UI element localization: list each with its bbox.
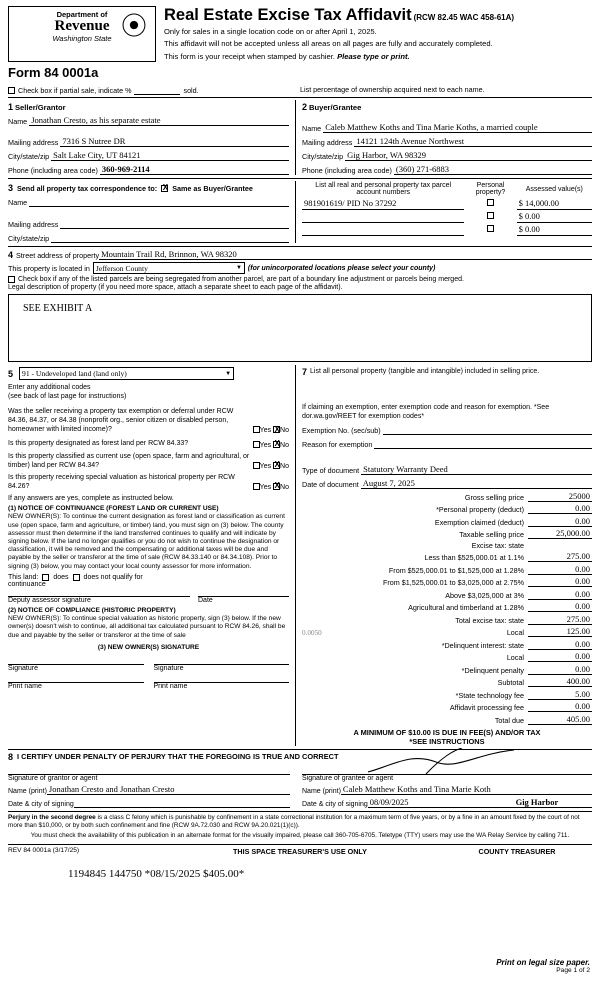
calc-value-3: 25,000.00 (528, 528, 592, 539)
buyer-citystate-value[interactable]: Gig Harbor, WA 98329 (345, 150, 592, 161)
q2-yes-checkbox[interactable] (253, 441, 260, 448)
same-as-buyer-checkbox[interactable] (161, 185, 168, 192)
calc-label-1: *Personal property (deduct) (436, 505, 524, 515)
q2-yes-label: Yes (259, 441, 272, 449)
title-citation: (RCW 82.45 WAC 458-61A) (413, 13, 515, 22)
exemption-reason-value[interactable] (374, 438, 592, 449)
parcel-number-3[interactable] (302, 223, 464, 236)
calc-value-11: 125.00 (528, 626, 592, 637)
notice-1-body: NEW OWNER(S): To continue the current designation as forest land or classification as current use (open space, farm and agriculture, or timber) land, you must sign on (3) below. The county assessor must then determine if the land transferred continues to qualify and will indicate by signing below. If the land no longer qualifies or you do not wish to continue the designation or classification, it will be removed and the compensating or additional taxes will be due and payable by the seller or transferor at the time of sale (RCW 84.33.140 or 84.34.108). Prior to signing (3) below, you may contact your local county assessor for more information. (8, 513, 285, 570)
calc-value-14: 0.00 (528, 664, 592, 675)
ownership-pct-note: List percentage of ownership acquired next to each name. (300, 85, 485, 94)
does-not-label: does not qualify for (83, 573, 143, 581)
section-3-number: 3 (8, 183, 14, 193)
chevron-down-icon: ▼ (235, 265, 242, 271)
parcel-value-1[interactable]: $ 14,000.00 (517, 197, 592, 210)
calc-label-16: *State technology fee (455, 690, 524, 700)
section-7-text: List all personal property (tangible and intangible) included in selling price. (310, 368, 540, 375)
county-select[interactable] (93, 262, 245, 274)
calc-value-18: 405.00 (528, 714, 592, 725)
calc-label-7: From $1,525,000.01 to $3,025,000 at 2.75% (382, 578, 524, 588)
q1-no-label: No (280, 427, 289, 435)
seller-name-value[interactable]: Jonathan Cresto, as his separate estate (29, 115, 289, 126)
calc-label-5: Less than $525,000.01 at 1.1% (424, 553, 524, 563)
sub-line-1: Only for sales in a single location code on or after April 1, 2025. (164, 27, 377, 36)
section-5-number: 5 (8, 368, 14, 379)
calc-value-15: 400.00 (528, 676, 592, 687)
calc-label-11: Local (506, 628, 524, 638)
agency-logo-block (8, 6, 156, 80)
calc-label-13: Local (506, 653, 524, 663)
q4-no-checkbox[interactable] (273, 483, 280, 490)
partial-sale-checkbox[interactable] (8, 87, 15, 94)
see-instructions-note: *SEE INSTRUCTIONS (409, 736, 485, 746)
q4-yes-checkbox[interactable] (253, 483, 260, 490)
section-2-number: 2 (302, 102, 308, 112)
section-3-label: Send all property tax correspondence to: (17, 183, 158, 193)
perjury-bold: Perjury in the second degree (8, 813, 96, 821)
section-1-number: 1 (8, 102, 14, 112)
grantor-date-city-value[interactable] (74, 797, 290, 808)
print-legal-note: Print on legal size paper. (496, 958, 590, 967)
legal-description-box[interactable] (8, 294, 592, 362)
calc-value-7: 0.00 (528, 576, 592, 587)
buyer-phone-label: Phone (including area code) (302, 166, 392, 175)
parcel-col-personal: Personal property? (475, 182, 506, 196)
doc-type-label: Type of document (302, 466, 360, 476)
parcel-table-header (302, 181, 592, 197)
calc-value-12: 0.00 (528, 639, 592, 650)
buyer-name-label: Name (302, 124, 322, 133)
parcel-table (302, 181, 592, 236)
q2-text: Is this property designated as forest land per RCW 84.33? (8, 440, 189, 448)
calc-value-10: 275.00 (528, 614, 592, 625)
section-7-number: 7 (302, 367, 308, 377)
calc-label-12: *Delinquent interest: state (441, 640, 524, 650)
grantor-date-city-label: Date & city of signing (8, 800, 74, 808)
new-owner-printname-1[interactable] (8, 682, 144, 690)
calc-label-9: Agricultural and timberland at 1.28% (408, 603, 524, 613)
does-not-qualify-checkbox[interactable] (73, 574, 80, 581)
corr-name-label: Name (8, 198, 28, 207)
segregated-checkbox[interactable] (8, 276, 15, 283)
county-select-value: Jefferson County (95, 263, 148, 273)
calc-label-10: Total excise tax: state (455, 615, 524, 625)
q3-no-checkbox[interactable] (273, 462, 280, 469)
calc-label-8: Above $3,025,000 at 3% (445, 590, 524, 600)
seller-mail-label: Mailing address (8, 138, 59, 147)
q1-yes-checkbox[interactable] (253, 426, 260, 433)
section-1-heading: Seller/Grantor (14, 103, 66, 112)
section-2-heading: Buyer/Grantee (308, 103, 362, 112)
perjury-text: is a class C felony which is punishable by confinement in a state correctional institution for a maximum term of five years, or by a fine in an amount fixed by the court of not more than $10,000, or by both such confinement and fine (RCW 9A.72.030 and RCW 9A.20.021(1)(c)). (8, 813, 580, 830)
sub-line-2: This affidavit will not be accepted unless all areas on all pages are fully and accurately completed. (164, 39, 493, 49)
seller-name-label: Name (8, 117, 28, 126)
q3-no-label: No (280, 462, 289, 470)
seller-citystate-value[interactable]: Salt Lake City, UT 84121 (51, 150, 289, 161)
parcel-personal-1[interactable] (464, 197, 516, 210)
q4-text: Is this property receiving special valuation as historical property per RCW 84.26? (8, 473, 235, 490)
calc-value-13: 0.00 (528, 651, 592, 662)
swirl-icon: ⦿ (120, 11, 147, 41)
print-name-2-label: Print name (153, 683, 188, 691)
grantee-printname-value[interactable]: Caleb Matthew Koths and Tina Marie Koth (341, 784, 592, 795)
personal-property-checkbox[interactable] (487, 212, 494, 219)
continuance-label: continuance (8, 580, 46, 588)
q3-text: Is this property classified as current use (open space, farm and agricultural, or timber) land per RCW 84.34? (8, 452, 250, 469)
parcel-number-1[interactable]: 981901619/ PID No 37292 (302, 197, 464, 210)
grantee-signature-mark (366, 748, 516, 776)
new-owner-printname-2[interactable] (154, 682, 290, 690)
sub-line-3-italic: Please type or print. (337, 51, 410, 61)
calc-label-15: Subtotal (497, 678, 524, 688)
minimum-due-note: A MINIMUM OF $10.00 IS DUE IN FEE(S) AND/OR TAX (353, 727, 541, 737)
tax-calculation-table (302, 491, 592, 725)
revenue-label: Revenue (54, 18, 110, 34)
form-number: Form 84 0001a (8, 65, 99, 80)
q4-no-label: No (280, 483, 289, 491)
q2-no-label: No (280, 441, 289, 449)
this-land-label: This land: (8, 573, 39, 581)
street-address-value[interactable]: Mountain Trail Rd, Brinnon, WA 98320 (99, 249, 592, 260)
chevron-down-icon: ▼ (225, 370, 232, 377)
grantor-printname-value[interactable]: Jonathan Cresto and Jonathan Cresto (47, 784, 290, 795)
calc-label-17: Affidavit processing fee (449, 703, 524, 713)
legal-description-label: Legal description of property (if you need more space, attach a separate sheet to each page of the affidavit). (8, 284, 343, 291)
deputy-assessor-signature[interactable] (8, 596, 190, 604)
calc-value-0[interactable]: 25000 (528, 491, 592, 502)
page-number: Page 1 of 2 (556, 967, 590, 974)
buyer-mail-value[interactable]: 14121 124th Avenue Northwest (354, 136, 592, 147)
state-label: Washington State (52, 34, 112, 43)
parcel-value-2[interactable]: $ 0.00 (517, 210, 592, 223)
corr-mail-label: Mailing address (8, 220, 59, 229)
treasurer-space-label: THIS SPACE TREASURER'S USE ONLY (233, 846, 367, 856)
buyer-mail-label: Mailing address (302, 138, 353, 147)
ada-notice: You must check the availability of this publication in an alternate format for the visually impaired, please call 360-705-6705. Teletype (TTY) users may use the WA Relay Service by calling 711. (30, 832, 570, 840)
new-owner-signature-1[interactable] (8, 664, 144, 672)
q1-no-checkbox[interactable] (273, 426, 280, 433)
buyer-citystate-label: City/state/zip (302, 152, 344, 161)
print-name-1-label: Print name (8, 683, 42, 691)
parcel-personal-3[interactable] (464, 223, 516, 236)
deputy-date-label: Date (198, 596, 213, 604)
parcel-number-2[interactable] (302, 210, 464, 223)
doc-type-value[interactable]: Statutory Warranty Deed (361, 464, 592, 475)
buyer-name-value[interactable]: Caleb Matthew Koths and Tina Marie Koths, a married couple (323, 122, 592, 133)
grantor-signature-label: Signature of grantor or agent (8, 774, 98, 782)
does-qualify-checkbox[interactable] (42, 574, 49, 581)
page-title: Real Estate Excise Tax Affidavit (164, 6, 412, 24)
calc-value-6: 0.00 (528, 564, 592, 575)
q2-no-checkbox[interactable] (273, 441, 280, 448)
parcel-value-3[interactable]: $ 0.00 (517, 223, 592, 236)
parcel-col-numbers: List all real and personal property tax parcel account numbers (315, 182, 452, 196)
grantor-printname-label: Name (print) (8, 787, 47, 795)
notice-2-body: NEW OWNER(S): To continue special valuation as historic property, sign (3) below. If the new owner(s) doesn't wish to continue, all additional tax calculated pursuant to RCW 84.26, shall be due and payable by the seller or transferor at the time of sale (8, 615, 286, 639)
rev-number: REV 84 0001a (3/17/25) (8, 846, 80, 854)
grantee-date-value[interactable]: 08/09/2025 (368, 797, 480, 808)
q3-yes-checkbox[interactable] (253, 462, 260, 469)
parcel-col-assessed: Assessed value(s) (525, 185, 583, 193)
partial-sale-label: Check box if partial sale, indicate % (18, 85, 132, 95)
exemption-claim-text: If claiming an exemption, enter exemption code and reason for exemption. *See dor.wa.gov/REET for exemption codes* (302, 404, 550, 421)
personal-property-checkbox[interactable] (487, 199, 494, 206)
deputy-assessor-date[interactable] (198, 596, 289, 604)
seller-mail-value[interactable]: 7316 S Nutree DR (60, 136, 289, 147)
table-row (302, 210, 592, 223)
grantor-signature-line[interactable] (8, 774, 290, 782)
corr-citystate-label: City/state/zip (8, 234, 50, 243)
q3-yes-label: Yes (259, 462, 272, 470)
land-use-value: 91 - Undeveloped land (land only) (22, 369, 127, 378)
table-row (302, 223, 592, 236)
table-row (302, 197, 592, 210)
doc-date-value[interactable]: August 7, 2025 (361, 478, 592, 489)
title-block (156, 6, 592, 62)
exemption-code-label: Exemption No. (sec/sub) (302, 426, 381, 436)
section-8-number: 8 (8, 751, 14, 762)
calc-value-5: 275.00 (528, 551, 592, 562)
parcel-personal-2[interactable] (464, 210, 516, 223)
q1-text: Was the seller receiving a property tax exemption or deferral under RCW 84.36, 84.37, or 84.38 (nonprofit org., senior citizen or disabled person, homeowner with limited income)? (8, 408, 234, 434)
calc-value-9: 0.00 (528, 601, 592, 612)
calc-label-14: *Delinquent penalty (461, 665, 524, 675)
grantee-date-city-label: Date & city of signing (302, 800, 368, 808)
corr-mail-value[interactable] (60, 218, 289, 229)
treasurer-stamp: 1194845 144750 *08/15/2025 $405.00* (68, 867, 245, 880)
doc-date-label: Date of document (302, 480, 359, 490)
seller-phone-label: Phone (including area code) (8, 166, 98, 175)
land-use-select[interactable] (19, 367, 234, 380)
partial-sale-pct[interactable] (134, 85, 180, 95)
sub-line-3: This form is your receipt when stamped by cashier. (164, 51, 335, 61)
seller-phone-value[interactable]: 360-969-2114 (100, 164, 289, 175)
corr-name-value[interactable] (29, 196, 289, 207)
legal-description-value: SEE EXHIBIT A (23, 303, 93, 314)
q4-yes-label: Yes (259, 483, 272, 491)
agency-logo (8, 6, 156, 62)
section-8-heading: I CERTIFY UNDER PENALTY OF PERJURY THAT THE FOREGOING IS TRUE AND CORRECT (17, 752, 339, 762)
notice-2-title: (2) NOTICE OF COMPLIANCE (HISTORIC PROPERTY) (8, 606, 176, 614)
calc-value-8: 0.00 (528, 589, 592, 600)
calc-label-3: Taxable selling price (459, 530, 524, 540)
calc-label-0: Gross selling price (464, 492, 524, 502)
seller-citystate-label: City/state/zip (8, 152, 50, 161)
new-owner-sig2-label: Signature (153, 665, 184, 673)
segregated-label: Check box if any of the listed parcels are being segregated from another parcel, are part of a boundary line adjustment or parcels being merged. (18, 276, 464, 283)
department-label: Department of (56, 10, 108, 19)
county-note: (for unincorporated locations please select your county) (247, 264, 436, 272)
calc-label-6: From $525,000.01 to $1,525,000 at 1.28% (388, 565, 524, 575)
county-treasurer-label: COUNTY TREASURER (478, 846, 556, 856)
notice-3-title: (3) NEW OWNER(S) SIGNATURE (97, 643, 200, 651)
calc-value-16: 5.00 (528, 689, 592, 700)
same-as-buyer-label: Same as Buyer/Grantee (172, 183, 253, 193)
calc-label-4: Excise tax: state (471, 540, 524, 550)
if-yes-note: If any answers are yes, complete as instructed below. (8, 494, 174, 502)
does-label: does (53, 573, 69, 581)
q1-yes-label: Yes (259, 427, 272, 435)
section-4 (8, 249, 592, 362)
calc-label-2: Exemption claimed (deduct) (434, 517, 524, 527)
deputy-assessor-label: Deputy assessor signature (8, 596, 91, 604)
grantee-printname-label: Name (print) (302, 787, 341, 795)
calc-value-2[interactable]: 0.00 (528, 516, 592, 527)
form-header (8, 6, 592, 80)
grantee-city-value[interactable]: Gig Harbor (480, 797, 592, 808)
personal-property-checkbox[interactable] (487, 225, 494, 232)
local-rate: 0.0050 (302, 629, 322, 638)
exemption-code-value[interactable] (383, 424, 592, 435)
partial-sale-sold: sold. (183, 85, 199, 95)
buyer-phone-value[interactable]: (360) 271-6883 (394, 164, 592, 175)
calc-label-18: Total due (494, 715, 524, 725)
additional-codes-label: Enter any additional codes (8, 384, 91, 391)
section-4-number: 4 (8, 250, 14, 260)
new-owner-signature-2[interactable] (154, 664, 290, 672)
located-in-label: This property is located in (8, 263, 90, 273)
calc-value-17: 0.00 (528, 701, 592, 712)
additional-codes-note: (see back of last page for instructions) (8, 393, 127, 401)
new-owner-sig1-label: Signature (8, 665, 38, 673)
grantee-signature-label: Signature of grantee or agent (302, 774, 394, 782)
calc-value-1[interactable]: 0.00 (528, 503, 592, 514)
exemption-reason-label: Reason for exemption (302, 440, 373, 450)
street-address-label: Street address of property (16, 251, 100, 260)
notice-1-title: (1) NOTICE OF CONTINUANCE (FOREST LAND OR CURRENT USE) (8, 505, 219, 513)
corr-citystate-value[interactable] (51, 232, 289, 243)
